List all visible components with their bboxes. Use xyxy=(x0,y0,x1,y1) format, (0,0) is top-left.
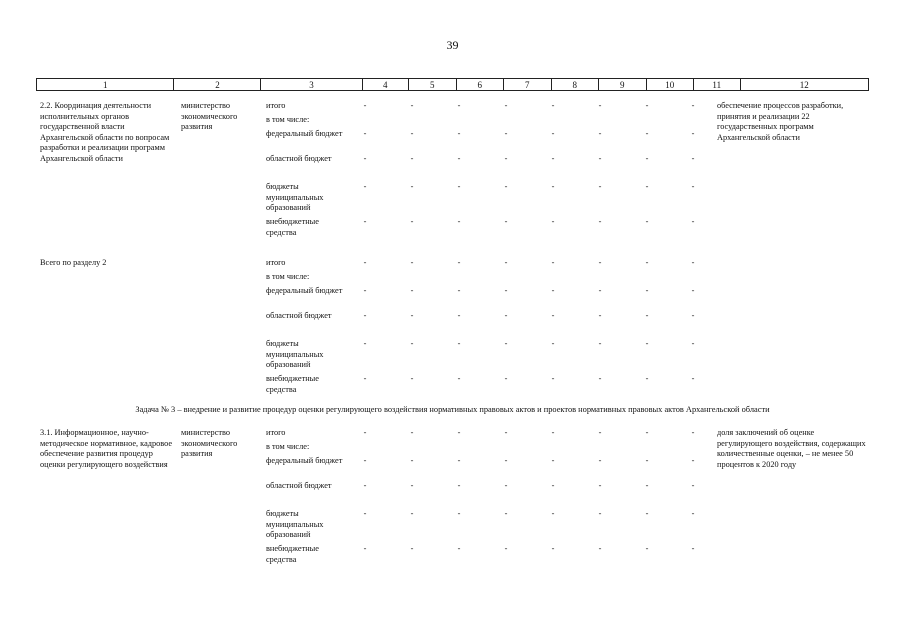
funding-value: - xyxy=(598,544,602,553)
funding-value: - xyxy=(551,101,555,110)
funding-value: - xyxy=(551,374,555,383)
funding-value: - xyxy=(691,509,695,518)
funding-value: - xyxy=(551,182,555,191)
funding-value: - xyxy=(551,258,555,267)
funding-source-label: бюджеты муниципальных образований xyxy=(266,182,324,213)
funding-value: - xyxy=(410,286,414,295)
funding-value: - xyxy=(551,154,555,163)
funding-value: - xyxy=(363,217,367,226)
funding-value: - xyxy=(457,182,461,191)
funding-value: - xyxy=(691,286,695,295)
funding-value: - xyxy=(410,456,414,465)
activity-name: 3.1. Информационное, научно-методическое нормативное, кадровое обеспечение развития процедур оценки регулирующего воздействия xyxy=(40,428,173,469)
funding-source-label: в том числе: xyxy=(266,272,310,281)
header-col-5: 5 xyxy=(409,79,457,91)
funding-source-label: в том числе: xyxy=(266,115,310,124)
funding-value: - xyxy=(410,311,414,320)
funding-value: - xyxy=(504,129,508,138)
funding-value: - xyxy=(363,456,367,465)
expected-result: обеспечение процессов разработки, принятия и реализации 22 государственных программ Архангельской области xyxy=(717,101,844,142)
header-col-11: 11 xyxy=(694,79,741,91)
funding-value: - xyxy=(504,101,508,110)
funding-value: - xyxy=(551,339,555,348)
activity-name: 2.2. Координация деятельности исполнительных органов государственной власти Архангельской области по вопросам разработки и реализации программ Архангельской области xyxy=(40,101,170,163)
funding-source-label: внебюджетные средства xyxy=(266,544,319,564)
funding-value: - xyxy=(645,129,649,138)
responsible-executor: министерство экономического развития xyxy=(181,428,238,459)
funding-source-row xyxy=(266,544,856,574)
funding-source-label: бюджеты муниципальных образований xyxy=(266,339,324,370)
funding-value: - xyxy=(457,129,461,138)
funding-value: - xyxy=(363,509,367,518)
funding-value: - xyxy=(598,311,602,320)
header-col-12: 12 xyxy=(740,79,869,91)
funding-value: - xyxy=(363,544,367,553)
funding-value: - xyxy=(457,154,461,163)
funding-value: - xyxy=(645,509,649,518)
funding-value: - xyxy=(691,456,695,465)
funding-value: - xyxy=(363,101,367,110)
funding-value: - xyxy=(691,374,695,383)
funding-value: - xyxy=(504,182,508,191)
funding-value: - xyxy=(551,481,555,490)
funding-value: - xyxy=(410,544,414,553)
header-col-3: 3 xyxy=(261,79,362,91)
funding-value: - xyxy=(691,481,695,490)
funding-value: - xyxy=(363,428,367,437)
funding-value: - xyxy=(551,428,555,437)
funding-value: - xyxy=(691,428,695,437)
funding-value: - xyxy=(691,129,695,138)
funding-value: - xyxy=(504,481,508,490)
responsible-executor: министерство экономического развития xyxy=(181,101,238,132)
funding-value: - xyxy=(504,509,508,518)
funding-value: - xyxy=(645,544,649,553)
funding-source-label: федеральный бюджет xyxy=(266,456,343,465)
funding-value: - xyxy=(363,374,367,383)
funding-value: - xyxy=(363,182,367,191)
funding-value: - xyxy=(457,509,461,518)
funding-value: - xyxy=(410,258,414,267)
funding-value: - xyxy=(551,129,555,138)
funding-value: - xyxy=(551,509,555,518)
funding-source-row xyxy=(266,509,856,539)
funding-source-row xyxy=(266,374,856,404)
header-col-2: 2 xyxy=(174,79,261,91)
funding-value: - xyxy=(457,101,461,110)
funding-value: - xyxy=(410,154,414,163)
header-col-4: 4 xyxy=(362,79,409,91)
funding-value: - xyxy=(457,217,461,226)
task-heading: Задача № 3 – внедрение и развитие процедур оценки регулирующего воздействия нормативных правовых актов и проектов нормативных правовых актов Архангельской области xyxy=(135,405,770,414)
funding-value: - xyxy=(598,101,602,110)
funding-value: - xyxy=(551,544,555,553)
funding-value: - xyxy=(598,428,602,437)
funding-value: - xyxy=(410,129,414,138)
funding-source-label: федеральный бюджет xyxy=(266,286,343,295)
funding-value: - xyxy=(410,428,414,437)
funding-value: - xyxy=(504,258,508,267)
funding-value: - xyxy=(645,428,649,437)
activity-name: Всего по разделу 2 xyxy=(40,258,107,267)
funding-source-row xyxy=(266,154,856,184)
funding-value: - xyxy=(410,182,414,191)
header-col-6: 6 xyxy=(456,79,504,91)
page-number: 39 xyxy=(446,38,459,52)
funding-value: - xyxy=(645,456,649,465)
funding-source-label: внебюджетные средства xyxy=(266,374,319,394)
funding-value: - xyxy=(691,258,695,267)
funding-value: - xyxy=(645,311,649,320)
funding-value: - xyxy=(551,217,555,226)
funding-value: - xyxy=(504,154,508,163)
funding-source-label: областной бюджет xyxy=(266,311,332,320)
funding-value: - xyxy=(691,182,695,191)
funding-value: - xyxy=(504,374,508,383)
funding-source-label: внебюджетные средства xyxy=(266,217,319,237)
funding-value: - xyxy=(457,374,461,383)
funding-value: - xyxy=(598,509,602,518)
funding-value: - xyxy=(645,339,649,348)
header-col-1: 1 xyxy=(37,79,174,91)
funding-value: - xyxy=(645,154,649,163)
funding-source-label: федеральный бюджет xyxy=(266,129,343,138)
funding-value: - xyxy=(645,286,649,295)
funding-value: - xyxy=(410,374,414,383)
funding-value: - xyxy=(363,481,367,490)
funding-value: - xyxy=(645,481,649,490)
funding-value: - xyxy=(363,311,367,320)
funding-source-row xyxy=(266,481,856,511)
funding-value: - xyxy=(691,154,695,163)
funding-source-label: областной бюджет xyxy=(266,481,332,490)
funding-value: - xyxy=(504,217,508,226)
funding-value: - xyxy=(504,428,508,437)
funding-source-row xyxy=(266,311,856,341)
funding-value: - xyxy=(457,339,461,348)
header-col-7: 7 xyxy=(504,79,552,91)
funding-value: - xyxy=(691,311,695,320)
funding-value: - xyxy=(645,258,649,267)
funding-source-label: итого xyxy=(266,428,286,437)
funding-source-label: в том числе: xyxy=(266,442,310,451)
funding-value: - xyxy=(598,286,602,295)
funding-value: - xyxy=(645,217,649,226)
funding-value: - xyxy=(457,544,461,553)
funding-source-label: бюджеты муниципальных образований xyxy=(266,509,324,540)
funding-value: - xyxy=(363,339,367,348)
funding-value: - xyxy=(457,286,461,295)
funding-source-label: итого xyxy=(266,101,286,110)
funding-value: - xyxy=(551,311,555,320)
funding-value: - xyxy=(410,217,414,226)
funding-value: - xyxy=(691,217,695,226)
funding-value: - xyxy=(598,258,602,267)
funding-value: - xyxy=(410,509,414,518)
funding-value: - xyxy=(645,374,649,383)
funding-value: - xyxy=(457,428,461,437)
funding-value: - xyxy=(363,154,367,163)
funding-value: - xyxy=(598,217,602,226)
header-col-9: 9 xyxy=(599,79,647,91)
column-number-header xyxy=(36,78,869,91)
funding-source-row xyxy=(266,339,856,369)
funding-value: - xyxy=(504,286,508,295)
funding-value: - xyxy=(504,544,508,553)
funding-value: - xyxy=(363,258,367,267)
funding-value: - xyxy=(457,481,461,490)
funding-value: - xyxy=(551,456,555,465)
funding-value: - xyxy=(598,182,602,191)
funding-value: - xyxy=(504,311,508,320)
funding-value: - xyxy=(645,182,649,191)
funding-value: - xyxy=(410,101,414,110)
funding-value: - xyxy=(598,129,602,138)
header-col-8: 8 xyxy=(551,79,599,91)
expected-result: доля заключений об оценке регулирующего воздействия, содержащих количественные оценки, – не менее 50 процентов к 2020 году xyxy=(717,428,866,469)
funding-value: - xyxy=(457,456,461,465)
funding-source-row xyxy=(266,182,856,212)
funding-value: - xyxy=(551,286,555,295)
funding-value: - xyxy=(598,481,602,490)
funding-value: - xyxy=(598,339,602,348)
funding-source-row xyxy=(266,217,856,247)
header-col-10: 10 xyxy=(646,79,694,91)
funding-value: - xyxy=(457,258,461,267)
funding-source-label: итого xyxy=(266,258,286,267)
funding-value: - xyxy=(598,154,602,163)
funding-value: - xyxy=(645,101,649,110)
funding-value: - xyxy=(363,286,367,295)
funding-value: - xyxy=(691,339,695,348)
funding-value: - xyxy=(363,129,367,138)
funding-value: - xyxy=(598,374,602,383)
funding-source-label: областной бюджет xyxy=(266,154,332,163)
funding-value: - xyxy=(410,481,414,490)
funding-value: - xyxy=(691,544,695,553)
funding-value: - xyxy=(504,456,508,465)
funding-value: - xyxy=(457,311,461,320)
funding-value: - xyxy=(598,456,602,465)
funding-value: - xyxy=(691,101,695,110)
funding-value: - xyxy=(410,339,414,348)
funding-value: - xyxy=(504,339,508,348)
